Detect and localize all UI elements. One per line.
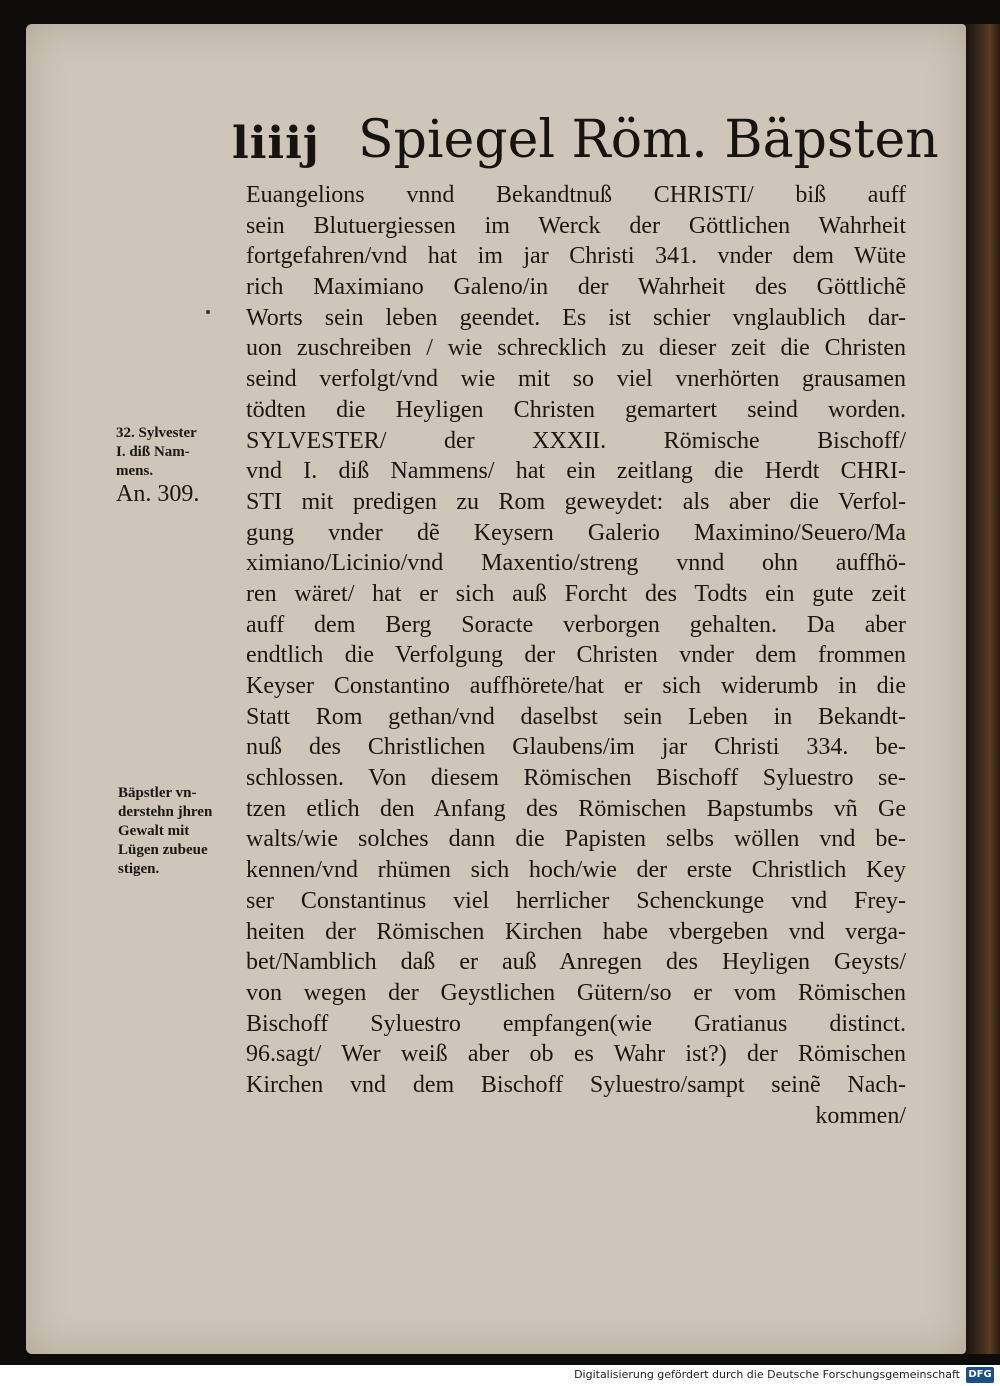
text-line: gung vnder dẽ Keysern Galerio Maximino/Seuero/Ma — [246, 519, 906, 546]
text-line: ren wäret/ hat er sich auß Forcht des Todts ein gute zeit — [246, 580, 906, 607]
text-line: tzen etlich den Anfang des Römischen Bapstumbs vñ Ge — [246, 795, 906, 822]
margin-note-sylvester — [116, 424, 246, 507]
text-line: Bischoff Syluestro empfangen(wie Gratianus distinct. — [246, 1010, 906, 1037]
margin-note-line: stigen. — [118, 861, 160, 877]
running-title: Spiegel Röm. Bäpsten — [358, 110, 939, 170]
folio-number: liiij — [232, 118, 320, 169]
margin-note-line: derstehn jhren — [118, 804, 213, 820]
text-line: STI mit predigen zu Rom geweydet: als aber die Verfol- — [246, 488, 906, 515]
text-line: SYLVESTER/ der XXXII. Römische Bischoff/ — [246, 427, 906, 454]
text-line: seind verfolgt/vnd wie mit so viel vnerhörten grausamen — [246, 366, 906, 393]
main-text — [246, 180, 906, 1131]
text-line: bet/Namblich daß er auß Anregen des Heyligen Geysts/ — [246, 949, 906, 976]
dfg-logo-icon: DFG — [966, 1367, 994, 1383]
margin-note-line: Gewalt mit — [118, 823, 190, 839]
text-line: ser Constantinus viel herrlicher Schenckunge vnd Frey- — [246, 887, 906, 914]
margin-note-line: Lügen zubeue — [118, 842, 208, 858]
margin-note-line: mens. — [116, 463, 154, 479]
text-line: rich Maximiano Galeno/in der Wahrheit des Göttlichẽ — [246, 274, 906, 301]
book-spine — [966, 24, 1000, 1354]
text-line: schlossen. Von diesem Römischen Bischoff Syluestro se- — [246, 765, 906, 792]
text-line: fortgefahren/vnd hat im jar Christi 341. vnder dem Wüte — [246, 243, 906, 270]
catchword: kommen/ — [815, 1102, 906, 1129]
text-line: nuß des Christlichen Glaubens/im jar Christi 334. be- — [246, 734, 906, 761]
text-line: Keyser Constantino auffhörete/hat er sich widerumb in die — [246, 673, 906, 699]
page-header — [232, 110, 939, 180]
text-line: heiten der Römischen Kirchen habe vbergeben vnd verga- — [246, 918, 906, 945]
margin-note-line: 32. Sylvester — [116, 425, 197, 441]
text-line: ximiano/Licinio/vnd Maxentio/streng vnnd ohn auffhö- — [246, 550, 906, 577]
text-line: kennen/vnd rhümen sich hoch/wie der erste Christlich Key — [246, 857, 906, 884]
margin-note-baepstler — [118, 784, 248, 879]
text-line: endtlich die Verfolgung der Christen vnder dem frommen — [246, 642, 906, 669]
text-line: von wegen der Geystlichen Gütern/so er vom Römischen — [246, 979, 906, 1006]
text-line: auff dem Berg Soracte verborgen gehalten. Da aber — [246, 611, 906, 638]
ink-spot — [206, 310, 210, 314]
margin-note-line: I. diß Nam- — [116, 444, 190, 460]
text-line: sein Blutuergiessen im Werck der Göttlichen Wahrheit — [246, 212, 906, 239]
margin-note-year: An. 309. — [116, 481, 200, 507]
text-line: uon zuschreiben / wie schrecklich zu dieser zeit die Christen — [246, 335, 906, 362]
text-line: 96.sagt/ Wer weiß aber ob es Wahr ist?) der Römischen — [246, 1041, 906, 1068]
text-line: Euangelions vnnd Bekandtnuß CHRISTI/ biß auff — [246, 182, 906, 208]
margin-note-line: Bäpstler vn- — [118, 785, 197, 801]
footer-bar — [0, 1365, 1000, 1386]
text-line: Worts sein leben geendet. Es ist schier vnglaublich dar- — [246, 304, 906, 331]
text-line: Statt Rom gethan/vnd daselbst sein Leben in Bekandt- — [246, 703, 906, 730]
text-line: Kirchen vnd dem Bischoff Syluestro/sampt seinẽ Nach- — [246, 1071, 906, 1098]
text-line: tödten die Heyligen Christen gemartert seind worden. — [246, 396, 906, 423]
funding-credit: Digitalisierung gefördert durch die Deutsche Forschungsgemeinschaft — [574, 1368, 960, 1381]
text-line: vnd I. diß Nammens/ hat ein zeitlang die Herdt CHRI- — [246, 458, 906, 485]
text-line: walts/wie solches dann die Papisten selbs wöllen vnd be- — [246, 826, 906, 853]
